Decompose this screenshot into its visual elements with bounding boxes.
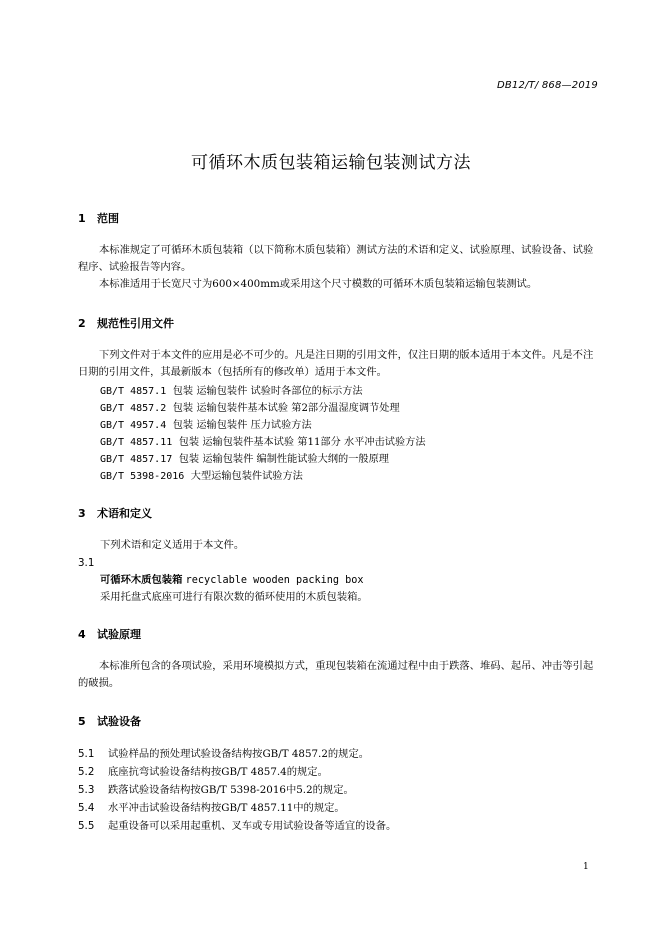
reference-code: GB/T 4857.11	[100, 437, 173, 448]
item-number: 5.4	[78, 802, 95, 814]
section-4-heading	[78, 626, 141, 642]
term-english: recyclable wooden packing box	[185, 575, 364, 586]
item-number: 5.3	[78, 784, 95, 796]
section-number: 2	[78, 317, 86, 330]
reference-code: GB/T 4957.4	[100, 420, 167, 431]
reference-code: GB/T 4857.2	[100, 403, 167, 414]
item-text: 跌落试验设备结构按GB/T 5398-2016中5.2的规定。	[108, 784, 354, 796]
section-3-intro: 下列术语和定义适用于本文件。	[100, 539, 245, 551]
reference-item	[100, 467, 303, 482]
reference-item	[100, 416, 312, 431]
section-3-heading	[78, 505, 152, 521]
item-number: 5.5	[78, 820, 95, 832]
item-text: 水平冲击试验设备结构按GB/T 4857.11中的规定。	[108, 802, 345, 814]
section-title: 术语和定义	[97, 507, 152, 520]
section-title: 试验设备	[97, 715, 141, 728]
reference-title: 包装 运输包装件 试验时各部位的标示方法	[172, 386, 363, 397]
paragraph: 本标准适用于长宽尺寸为600×400mm或采用这个尺寸模数的可循环木质包装箱运输包装测试。	[99, 278, 538, 290]
paragraph: 本标准所包含的各项试验，采用环境模拟方式，重现包装箱在流通过程中由于跌落、堆码、起吊、冲击等引起的破损。	[78, 660, 594, 689]
equipment-item	[78, 745, 369, 760]
item-number: 5.2	[78, 766, 95, 778]
section-number: 4	[78, 628, 86, 641]
section-5-heading	[78, 713, 141, 729]
item-text: 试验样品的预处理试验设备结构按GB/T 4857.2的规定。	[108, 748, 370, 760]
reference-title: 大型运输包装件试验方法	[190, 471, 303, 482]
reference-code: GB/T 4857.1	[100, 386, 167, 397]
paragraph: 本标准规定了可循环木质包装箱（以下简称木质包装箱）测试方法的术语和定义、试验原理、试验设备、试验程序、试验报告等内容。	[78, 244, 594, 273]
item-text: 起重设备可以采用起重机、叉车或专用试验设备等适宜的设备。	[108, 820, 397, 832]
section-1-body	[78, 242, 602, 293]
reference-title: 包装 运输包装件基本试验 第11部分 水平冲击试验方法	[178, 437, 426, 448]
reference-item	[100, 399, 400, 414]
term-number: 3.1	[78, 557, 95, 569]
reference-code: GB/T 5398-2016	[100, 471, 185, 482]
section-4-body	[78, 658, 602, 692]
reference-title: 包装 运输包装件基本试验 第2部分温湿度调节处理	[172, 403, 400, 414]
item-text: 底座抗弯试验设备结构按GB/T 4857.4的规定。	[108, 766, 328, 778]
section-title: 试验原理	[97, 628, 141, 641]
section-number: 3	[78, 507, 86, 520]
section-number: 5	[78, 715, 86, 728]
section-2-intro	[78, 347, 602, 381]
section-number: 1	[78, 212, 86, 225]
equipment-item	[78, 817, 396, 832]
equipment-item	[78, 799, 345, 814]
standard-code: DB12/T/ 868—2019	[496, 80, 598, 91]
reference-item	[100, 450, 389, 465]
section-1-heading	[78, 210, 119, 226]
page-number: 1	[583, 862, 589, 872]
section-title: 规范性引用文件	[97, 317, 174, 330]
paragraph: 下列文件对于本文件的应用是必不可少的。凡是注日期的引用文件，仅注日期的版本适用于本文件。凡是不注日期的引用文件，其最新版本（包括所有的修改单）适用于本文件。	[78, 349, 594, 378]
reference-title: 包装 运输包装件 编制性能试验大纲的一般原理	[178, 454, 389, 465]
reference-code: GB/T 4857.17	[100, 454, 173, 465]
equipment-item	[78, 781, 354, 796]
term-chinese: 可循环木质包装箱	[100, 574, 183, 586]
item-number: 5.1	[78, 748, 95, 760]
term-entry	[100, 572, 364, 589]
reference-title: 包装 运输包装件 压力试验方法	[172, 420, 312, 431]
section-title: 范围	[97, 212, 119, 225]
reference-item	[100, 382, 363, 397]
term-definition: 采用托盘式底座可进行有限次数的循环使用的木质包装箱。	[100, 591, 368, 603]
document-title: 可循环木质包装箱运输包装测试方法	[191, 153, 471, 173]
section-2-heading	[78, 315, 174, 331]
equipment-item	[78, 763, 328, 778]
reference-item	[100, 433, 426, 448]
